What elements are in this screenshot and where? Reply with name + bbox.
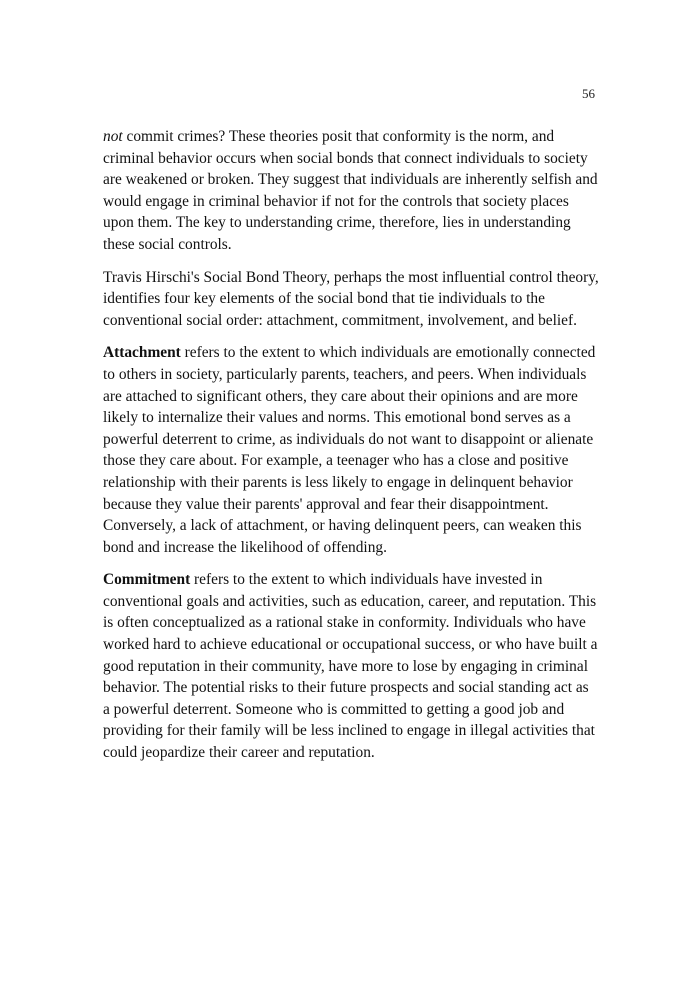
page-number: 56	[582, 86, 595, 101]
body-text	[103, 126, 599, 775]
paragraph-commitment	[103, 569, 599, 763]
paragraph-intro-text: commit crimes? These theories posit that conformity is the norm, and criminal behavior occurs when social bonds that connect individuals to society are weakened or broken. They suggest that individuals are inherently selfish and would engage in criminal behavior if not for the controls that society places upon them. The key to understanding crime, therefore, lies in understanding these social controls.	[103, 128, 598, 253]
term-attachment: Attachment	[103, 344, 181, 362]
emphasis-not: not	[103, 128, 123, 145]
paragraph-attachment-text: refers to the extent to which individuals are emotionally connected to others in society, particularly parents, teachers, and peers. When individuals are attached to significant others, they care about their opinions and are more likely to internalize their values and norms. This emotional bond serves as a powerful deterrent to crime, as individuals do not want to disappoint or alienate those they care about. For example, a teenager who has a close and positive relationship with their parents is less likely to engage in delinquent behavior because they value their parents' approval and fear their disappointment. Conversely, a lack of attachment, or having delinquent peers, can weaken this bond and increase the likelihood of offending.	[103, 344, 596, 556]
term-commitment: Commitment	[103, 571, 191, 589]
paragraph-social-bond-theory: Travis Hirschi's Social Bond Theory, perhaps the most influential control theory, identifies four key elements of the social bond that tie individuals to the conventional social order: attachment, commitment, involvement, and belief.	[103, 268, 599, 329]
paragraph-intro	[103, 126, 599, 256]
paragraph-attachment	[103, 342, 599, 558]
paragraph-commitment-text: refers to the extent to which individuals have invested in conventional goals and activities, such as education, career, and reputation. This is often conceptualized as a rational stake in conformity. Individuals who have worked hard to achieve educational or occupational success, or who have built a good reputation in their community, have more to lose by engaging in criminal behavior. The potential risks to their future prospects and social standing act as a powerful deterrent. Someone who is committed to getting a good job and providing for their family will be less inclined to engage in illegal activities that could jeopardize their career and reputation.	[103, 571, 598, 762]
